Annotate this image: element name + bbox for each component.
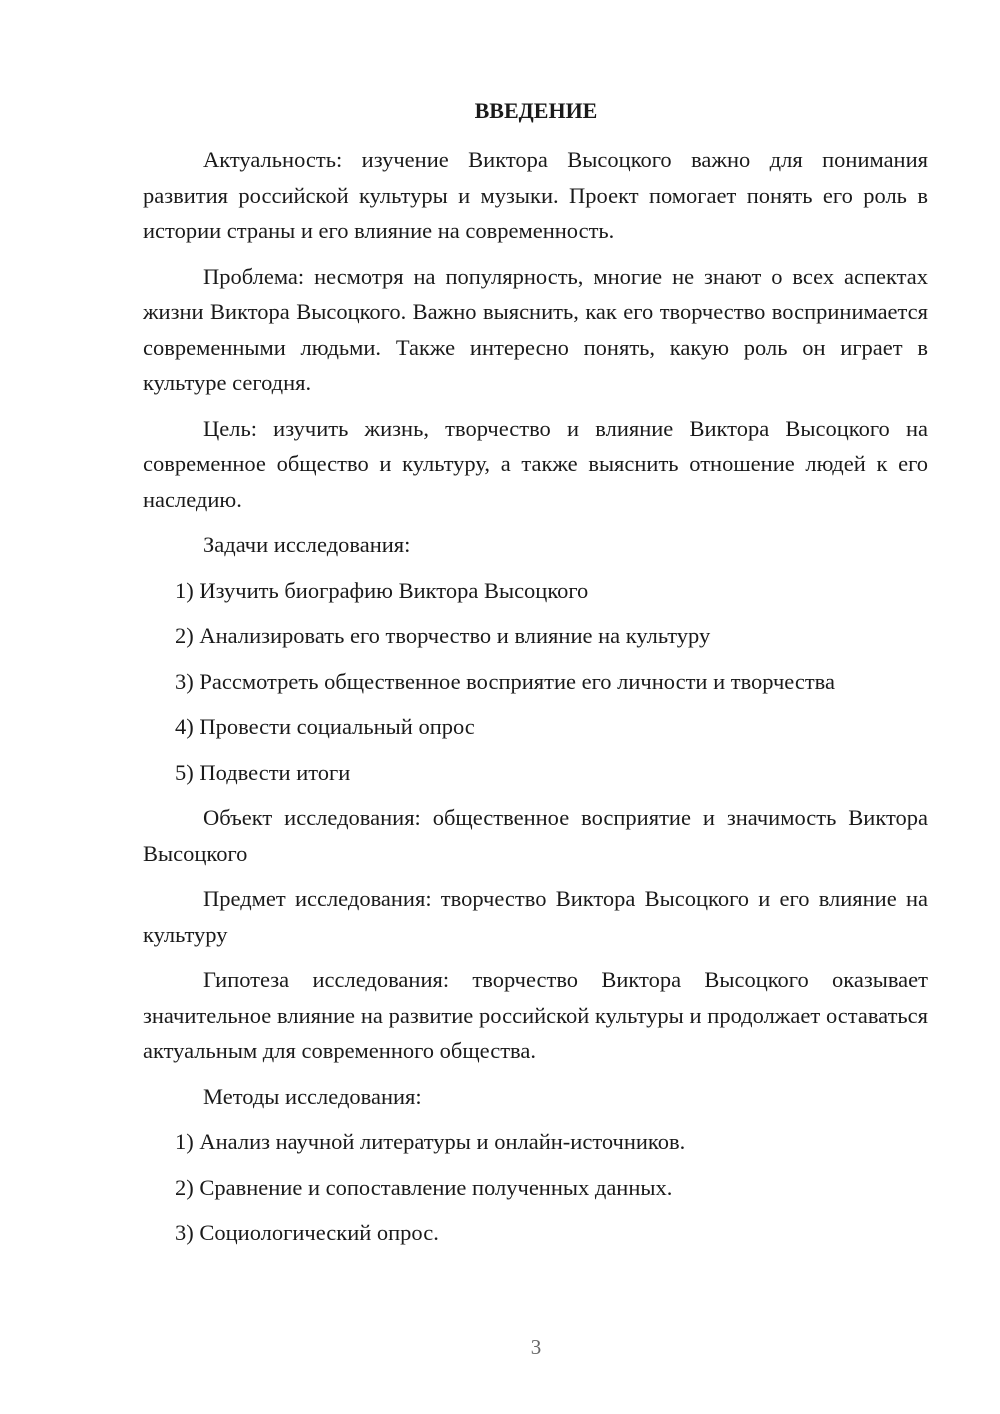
section-heading: ВВЕДЕНИЕ bbox=[474, 98, 598, 123]
task-item: 5) Подвести итоги bbox=[175, 759, 351, 785]
task-item: 1) Изучить биографию Виктора Высоцкого bbox=[175, 577, 589, 603]
page-content bbox=[143, 142, 928, 1261]
goal-paragraph: Цель: изучить жизнь, творчество и влияние Виктора Высоцкого на современное общество и культуру, а также выяснить отношение людей к его наследию. bbox=[143, 415, 928, 512]
hypothesis-paragraph: Гипотеза исследования: творчество Виктора Высоцкого оказывает значительное влияние на развитие российской культуры и продолжает оставаться актуальным для современного общества. bbox=[143, 967, 928, 1063]
method-item: 2) Сравнение и сопоставление полученных данных. bbox=[175, 1174, 673, 1200]
method-item: 3) Социологический опрос. bbox=[175, 1220, 439, 1245]
method-item: 1) Анализ научной литературы и онлайн-источников. bbox=[175, 1129, 686, 1154]
methods-title: Методы исследования: bbox=[203, 1083, 422, 1109]
page-number: 3 bbox=[530, 1335, 542, 1359]
relevance-paragraph: Актуальность: изучение Виктора Высоцкого важно для понимания развития российской культуры и музыки. Проект помогает понять его роль в истории страны и его влияние на современность. bbox=[143, 147, 928, 243]
subject-paragraph: Предмет исследования: творчество Виктора Высоцкого и его влияние на культуру bbox=[143, 886, 928, 947]
problem-paragraph: Проблема: несмотря на популярность, многие не знают о всех аспектах жизни Виктора Высоцкого. Важно выяснить, как его творчество воспринимается современными людьми. Также интересно понять, какую роль он играет в культуре сегодня. bbox=[143, 263, 928, 395]
task-item: 4) Провести социальный опрос bbox=[175, 714, 475, 739]
object-paragraph: Объект исследования: общественное восприятие и значимость Виктора Высоцкого bbox=[143, 805, 928, 866]
task-item: 3) Рассмотреть общественное восприятие его личности и творчества bbox=[175, 668, 835, 694]
task-item: 2) Анализировать его творчество и влияние на культуру bbox=[175, 623, 711, 648]
tasks-title: Задачи исследования: bbox=[203, 532, 411, 557]
